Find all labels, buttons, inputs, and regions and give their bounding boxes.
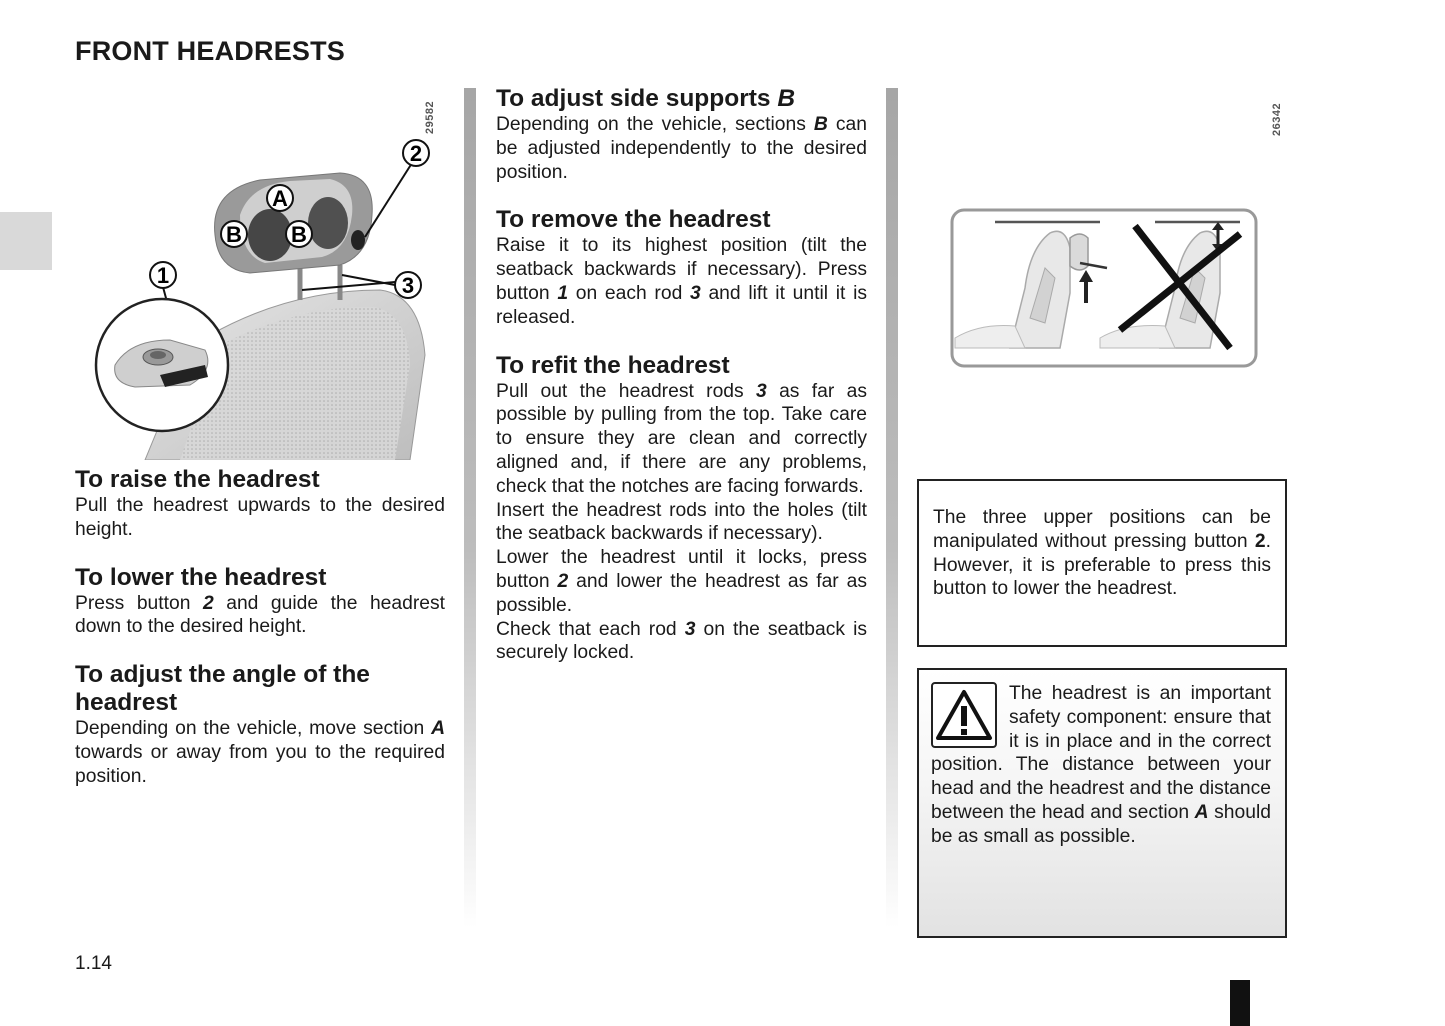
side-supports-heading: To adjust side supports B [496, 85, 796, 112]
label-1: 1 [156, 263, 170, 288]
label-3: 3 [401, 273, 415, 298]
lower-text: Press button 2 and guide the headrest down to the desired height. [75, 592, 445, 638]
head-position-illustration [950, 208, 1260, 370]
page-edge-marker [1230, 980, 1250, 1026]
chapter-tab [0, 212, 52, 270]
refit-text-1: Pull out the headrest rods 3 as far as possible by pulling from the top. Take care to ensure they are clean and correctly aligned and, if there are any problems, check that the notches are facing forwards. [496, 380, 867, 497]
angle-heading: To adjust the angle of the headrest [75, 661, 370, 717]
raise-heading: To raise the headrest [75, 466, 320, 493]
figure-code-2: 26342 [1271, 102, 1283, 136]
raise-text: Pull the headrest upwards to the desired height. [75, 495, 445, 540]
label-b-left: B [226, 222, 242, 247]
refit-text-2: Insert the headrest rods into the holes (tilt the seatback backwards if necessary). [496, 499, 867, 545]
figure-code-1: 29582 [424, 100, 436, 134]
note-box [917, 479, 1287, 647]
column-1 [75, 466, 445, 789]
page-title: FRONT HEADRESTS [75, 36, 346, 66]
label-2: 2 [409, 141, 423, 166]
column-divider-1 [464, 88, 476, 928]
side-supports-text: Depending on the vehicle, sections B can be adjusted independently to the desired position. [496, 114, 867, 183]
refit-heading: To refit the headrest [496, 351, 730, 379]
column-2 [496, 85, 867, 665]
headrest-illustration [90, 95, 440, 460]
refit-text-3: Lower the headrest until it locks, press button 2 and lower the headrest as far as possible. [496, 547, 868, 616]
headrest-figure [90, 95, 440, 460]
refit-text-4: Check that each rod 3 on the seatback is securely locked. [496, 618, 867, 664]
warning-text: The headrest is an important safety component: ensure that it is in place and in the correct position. The distance between your head and the headrest and the distance between the head and section A should be as small as possible. [931, 683, 1271, 847]
lower-heading: To lower the headrest [75, 563, 327, 591]
column-divider-2 [886, 88, 898, 928]
label-a: A [272, 186, 288, 211]
label-b-right: B [291, 222, 307, 247]
remove-text: Raise it to its highest position (tilt the seatback backwards if necessary). Press button 1 on each rod 3 and lift it until it is released. [496, 235, 867, 328]
remove-heading: To remove the headrest [496, 206, 771, 234]
head-position-figure [950, 208, 1260, 370]
warning-triangle-icon [931, 682, 997, 748]
page-number: 1.14 [75, 953, 112, 974]
note-text: The three upper positions can be manipulated without pressing button 2. However, it is preferable to press this button to lower the headrest. [933, 507, 1271, 600]
angle-text: Depending on the vehicle, move section A towards or away from you to the required position. [75, 718, 445, 787]
warning-box [917, 668, 1287, 938]
